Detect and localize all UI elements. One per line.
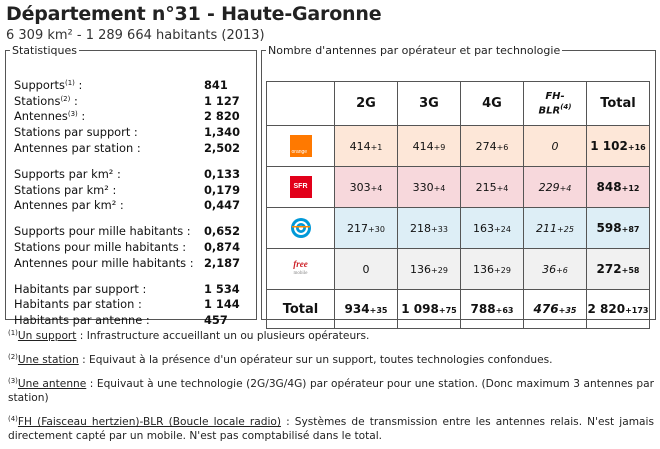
stat-label: Supports par km² :	[14, 166, 121, 181]
stat-value: 2 820	[204, 109, 240, 124]
orange-total: 1 102+16	[587, 126, 650, 167]
stat-row	[14, 182, 250, 198]
sfr-total: 848+12	[587, 167, 650, 208]
sfr-fh: 229+4	[524, 167, 587, 208]
page-title: Département n°31 - Haute-Garonne	[6, 3, 382, 25]
stat-label: Stations par support :	[14, 125, 138, 140]
operators-panel	[261, 44, 656, 320]
stat-value: 1 127	[204, 93, 240, 108]
statistics-list	[14, 77, 250, 328]
total-label: Total	[267, 290, 335, 329]
footnote: $^{(2)}$Une station : Equivaut à la présence d'un opérateur sur un support, toutes technologies confondues.	[8, 353, 553, 366]
stat-row	[14, 124, 250, 140]
footnote-term: Une antenne	[17, 378, 87, 390]
table-row-sfr	[267, 167, 650, 208]
sfr-3g: 330+4	[398, 167, 461, 208]
stat-label: Antennes	[14, 109, 68, 124]
stat-value: 841	[204, 77, 228, 92]
stat-note: (2)	[60, 94, 71, 103]
footnote: $^{(1)}$Un support : Infrastructure accueillant un ou plusieurs opérateurs.	[8, 329, 370, 342]
stat-label: Habitants par support :	[14, 281, 147, 296]
stat-row: Stations$^{(2)}$ : 1 127	[14, 93, 250, 109]
stat-row	[14, 223, 250, 239]
table-row-free	[267, 249, 650, 290]
stat-label: Supports pour mille habitants :	[14, 224, 191, 239]
total-total: 2 820+173	[587, 290, 650, 329]
header-4g: 4G	[461, 82, 524, 126]
free-2g: 0	[335, 249, 398, 290]
total-4g: 788+63	[461, 290, 524, 329]
page-subtitle: 6 309 km² - 1 289 664 habitants (2013)	[6, 28, 265, 43]
table-row-orange	[267, 126, 650, 167]
operators-legend: Nombre d'antennes par opérateur et par technologie	[268, 44, 561, 57]
stat-row	[14, 281, 250, 297]
stat-label: Antennes pour mille habitants :	[14, 255, 194, 270]
footnote-text: : Systèmes de transmission entre les antennes relais. N'est jamais directement capté par un mobile. N'est pas comptabilisé dans le total.	[8, 416, 654, 442]
bouygues-icon	[290, 217, 312, 239]
footnote-text: : Infrastructure accueillant un ou plusieurs opérateurs.	[76, 330, 370, 342]
bouygues-3g: 218+33	[398, 208, 461, 249]
stat-label: Habitants par antenne :	[14, 313, 150, 328]
bouygues-logo	[267, 208, 335, 249]
stat-value: 0,179	[204, 182, 241, 197]
stat-row	[14, 166, 250, 182]
stat-value: 0,874	[204, 240, 241, 255]
bouygues-total: 598+87	[587, 208, 650, 249]
orange-2g: 414+1	[335, 126, 398, 167]
header-2g: 2G	[335, 82, 398, 126]
stat-row	[14, 255, 250, 271]
bouygues-fh: 211+25	[524, 208, 587, 249]
footnote: $^{(3)}$Une antenne : Equivaut à une technologie (2G/3G/4G) par opérateur pour une station. (Donc maximum 3 antennes par station)	[8, 377, 654, 404]
header-3g: 3G	[398, 82, 461, 126]
stat-label: Stations	[14, 93, 61, 108]
orange-4g: 274+6	[461, 126, 524, 167]
stat-note: (3)	[67, 110, 78, 119]
header-fh-blr: FH- BLR$^{(4)}$	[524, 82, 587, 126]
footnotes	[8, 326, 654, 449]
stat-row	[14, 198, 250, 214]
footnote: $^{(4)}$FH (Faisceau hertzien)-BLR (Boucle locale radio) : Systèmes de transmission entre les antennes relais. N'est jamais directement capté par un mobile. N'est pas comptabilisé dans le total.	[8, 415, 654, 442]
stat-value: 1,340	[204, 125, 241, 140]
free-3g: 136+29	[398, 249, 461, 290]
sfr-4g: 215+4	[461, 167, 524, 208]
stat-label: Habitants par station :	[14, 297, 142, 312]
stat-note: (1)	[64, 78, 75, 87]
orange-fh: 0	[524, 126, 587, 167]
orange-3g: 414+9	[398, 126, 461, 167]
bouygues-2g: 217+30	[335, 208, 398, 249]
stat-value: 0,133	[204, 166, 241, 181]
stat-row	[14, 140, 250, 156]
stat-value: 457	[204, 313, 228, 328]
header-empty	[267, 82, 335, 126]
stat-label: Stations par km² :	[14, 182, 117, 197]
stat-row	[14, 297, 250, 313]
footnote-term: Un support	[17, 330, 77, 342]
footnote-term: Une station	[17, 354, 79, 366]
table-row-bouygues	[267, 208, 650, 249]
statistics-panel	[5, 44, 257, 328]
table-row-total	[267, 290, 650, 329]
stat-value: 0,652	[204, 224, 241, 239]
sfr-2g: 303+4	[335, 167, 398, 208]
footnote-term: FH (Faisceau hertzien)-BLR (Boucle locale radio)	[17, 416, 282, 428]
stat-value: 0,447	[204, 198, 241, 213]
free-fh: 36+6	[524, 249, 587, 290]
stat-label: Antennes par km² :	[14, 198, 124, 213]
stat-value: 2,187	[204, 255, 241, 270]
stat-row: Supports$^{(1)}$ : 841	[14, 77, 250, 93]
statistics-legend: Statistiques	[12, 44, 77, 57]
stat-label: Supports	[14, 77, 65, 92]
stat-label: Stations pour mille habitants :	[14, 240, 187, 255]
stat-value: 1 144	[204, 297, 240, 312]
sfr-logo: SFR	[267, 167, 335, 208]
stat-value: 1 534	[204, 281, 240, 296]
stat-row	[14, 239, 250, 255]
footnote-text: : Equivaut à une technologie (2G/3G/4G) par opérateur pour une station. (Donc maximum 3 antennes par station)	[8, 378, 654, 404]
total-2g: 934+35	[335, 290, 398, 329]
free-4g: 136+29	[461, 249, 524, 290]
operators-table	[266, 81, 650, 329]
free-total: 272+58	[587, 249, 650, 290]
total-3g: 1 098+75	[398, 290, 461, 329]
orange-logo: orange	[267, 126, 335, 167]
stat-value: 2,502	[204, 141, 241, 156]
free-logo: free mobile	[267, 249, 335, 290]
stat-row: Antennes$^{(3)}$ : 2 820	[14, 109, 250, 125]
total-fh: 476+35	[524, 290, 587, 329]
header-total: Total	[587, 82, 650, 126]
bouygues-4g: 163+24	[461, 208, 524, 249]
stat-label: Antennes par station :	[14, 141, 141, 156]
footnote-text: : Equivaut à la présence d'un opérateur sur un support, toutes technologies confondues.	[78, 354, 553, 366]
table-header-row	[267, 82, 650, 126]
